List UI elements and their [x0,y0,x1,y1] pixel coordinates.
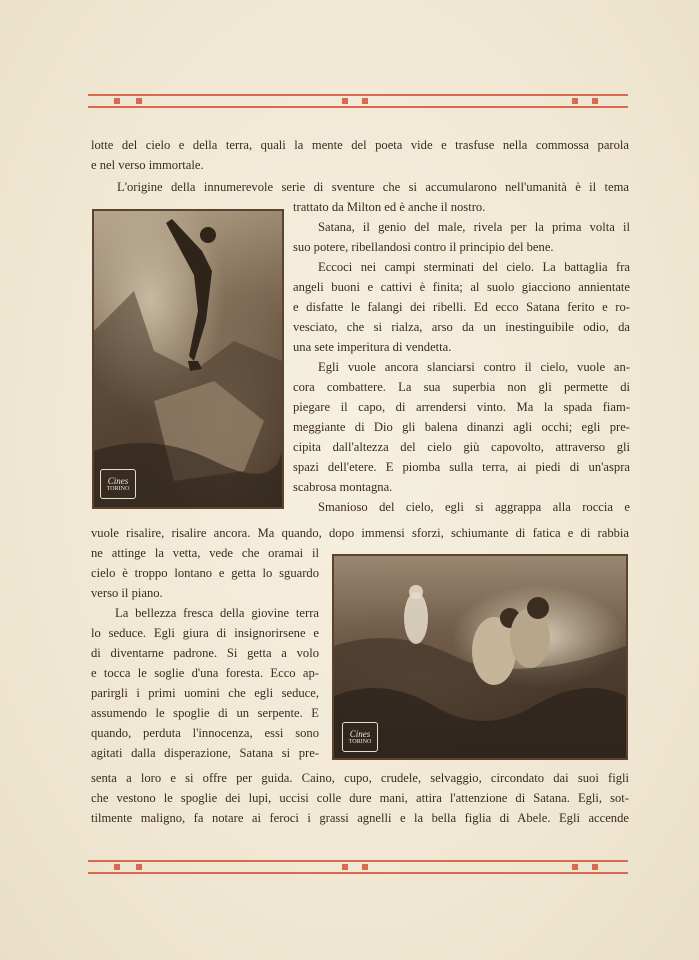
stamp-logo-text: Cines [349,728,371,739]
text-line: spazi dell'etere. E piomba sulla terra, ai piedi di un'aspra [293,460,630,474]
text-line: di diventarne padrone. Si getta a volo [91,646,319,660]
text-line: verso il piano. [91,586,163,600]
border-square [592,98,598,104]
cines-torino-stamp [100,469,136,499]
border-square [572,98,578,104]
border-square [362,98,368,104]
text-line: Smanioso del cielo, egli si aggrappa alla roccia e [318,500,630,514]
cines-torino-stamp [342,722,378,752]
text-line: suo potere, ribellandosi contro il principio del bene. [293,240,554,254]
text-line: meggiante di Dio gli balena dinanzi agli occhi; egli pre- [293,420,630,434]
text-line: trattato da Milton ed è anche il nostro. [293,200,486,214]
paragraph-intro [91,135,629,175]
text-line: e disfatte le falangi dei ribelli. Ed ecco Satana ferito e ro- [293,300,630,314]
text-line: assumendo le spoglie di un serpente. E [91,706,319,720]
photo-satan-on-rocks [92,209,284,509]
border-square [342,864,348,870]
text-line: vesciato, che si rialza, arso da un inestinguibile odio, da [293,320,630,334]
text-line: cipita dall'altezza del cielo giù capovolto, attraverso gli [293,440,630,454]
top-decorative-border [88,92,628,112]
text-line: vuole risalire, risalire ancora. Ma quando, dopo immensi sforzi, schiumante di fatica e di rabbia [91,526,629,540]
photo-first-humans [332,554,628,760]
border-line [88,106,628,108]
border-line [88,860,628,862]
text-line: cora combattere. La sua superbia non gli permette di [293,380,630,394]
border-line [88,94,628,96]
paragraph-satan-fall [293,197,630,517]
border-square [342,98,348,104]
border-square [136,98,142,104]
text-line: senta a loro e si offre per guida. Caino, cupo, crudele, selvaggio, circondato dai suoi figli [91,771,629,785]
photo-figure-graphic [94,211,282,507]
border-square [114,98,120,104]
stamp-subtext: TORINO [106,485,130,492]
text-line: parirgli i primi uomini che egli seduce, [91,686,319,700]
text-line: scabrosa montagna. [293,480,393,494]
text-line: agitati dalla disperazione, Satana si pre- [91,746,319,760]
text-line: quando, perduta l'innocenza, essi sono [91,726,319,740]
text-line: Satana, il genio del male, rivela per la prima volta il [318,220,630,234]
text-line: L'origine della innumerevole serie di sventure che si accumularono nell'umanità è il tema [117,180,629,194]
border-square [136,864,142,870]
text-line: lo seduce. Egli giura di insignorirsene e [91,626,319,640]
text-line: angeli buoni e cattivi è finita; al suolo giacciono annientate [293,280,630,294]
border-square [592,864,598,870]
text-line: tilmente maligno, fa notare ai feroci i grassi agnelli e la bella figlia di Abele. Egli accende [91,811,629,825]
paragraph-earth-beauty [91,543,319,763]
text-line: La bellezza fresca della giovine terra [115,606,319,620]
text-line: ne attinge la vetta, vede che oramai il [91,546,319,560]
paragraph-origin [117,177,629,197]
text-line: Egli vuole ancora slanciarsi contro il cielo, vuole an- [318,360,630,374]
border-line [88,872,628,874]
text-line: e tocca le soglie d'una foresta. Ecco ap- [91,666,319,680]
stamp-subtext: TORINO [348,738,372,745]
paragraph-climb [91,523,629,543]
bottom-decorative-border [88,858,628,878]
border-square [362,864,368,870]
text-line: piegare il capo, di arrendersi vinto. Ma la spada fiam- [293,400,630,414]
text-line: Eccoci nei campi sterminati del cielo. La battaglia fra [318,260,630,274]
border-square [572,864,578,870]
text-line: che vestono le spoglie dei lupi, uccisi colle dure mani, attira l'attenzione di Satana. Egli, sot- [91,791,629,805]
text-line: cielo è troppo lontano e getta lo sguardo [91,566,319,580]
border-square [114,864,120,870]
stamp-logo-text: Cines [107,475,129,486]
paragraph-cain [91,768,629,828]
text-line: lotte del cielo e della terra, quali la mente del poeta vide e trasfuse nella commossa parola [91,138,629,152]
text-line: e nel verso immortale. [91,158,204,172]
text-line: una sete imperitura di vendetta. [293,340,452,354]
